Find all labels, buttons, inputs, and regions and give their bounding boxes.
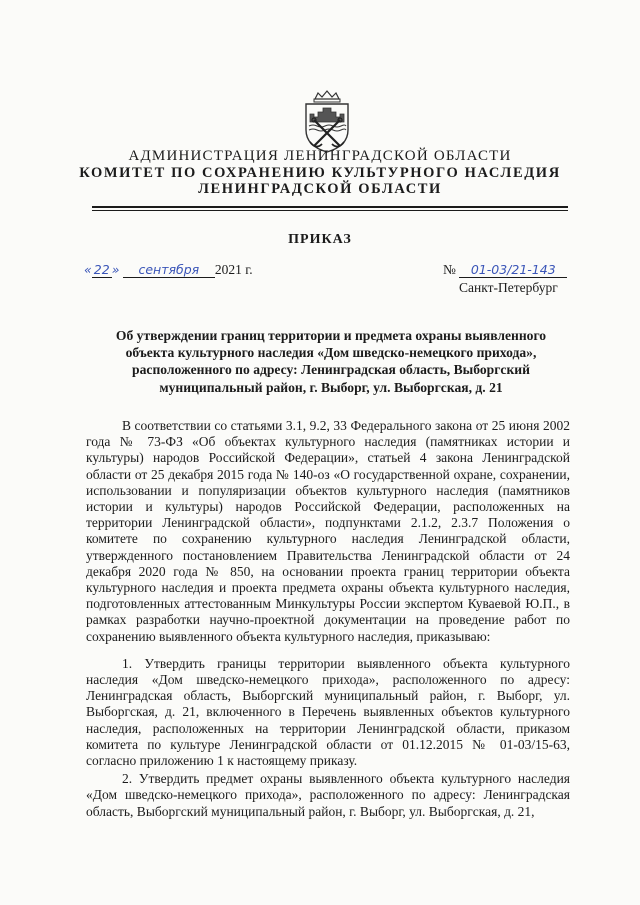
paragraph-preamble: В соответствии со статьями 3.1, 9.2, 33 Федерального закона от 25 июня 2002 года № 73-ФЗ «Об объектах культурного наследия (памятниках истории и культуры) народов Российской Федерации», статьей 4 закона Ленинградской области от 25 декабря 2015 года № 140-оз «О государственной охране, сохранении, использовании и популяризации объектов культурного наследия (памятников истории и культуры) народов Российской Федерации, расположенных на территории Ленинградской области», подпунктами 2.1.2, 2.3.7 Положения о комитете по сохранению культурного наследия Ленинградской области, утвержденного постановлением Правительства Ленинградской области от 24 декабря 2020 года № 850, на основании проекта границ территории объекта культурного наследия и проекта предмета охраны объекта культурного наследия, подготовленных аттестованным Минкультуры России экспертом Куваевой Ю.П., в рамках разработки научно-проектной документации на проведение работ по сохранению выявленного объекта культурного наследия, приказываю: — [86, 418, 570, 644]
number-value: 01-03/21-143 — [459, 262, 567, 278]
header-rule-thin — [92, 210, 568, 211]
document-type: ПРИКАЗ — [288, 232, 352, 247]
date-close-quote: » — [111, 262, 120, 277]
city: Санкт-Петербург — [459, 280, 558, 295]
date-day: 22 — [92, 262, 112, 278]
committee-heading: КОМИТЕТ ПО СОХРАНЕНИЮ КУЛЬТУРНОГО НАСЛЕДИЯ — [79, 165, 561, 181]
date-month: сентября — [123, 262, 215, 278]
order-title: Об утверждении границ территории и предмета охраны выявленного объекта культурного наследия «Дом шведско-немецкого прихода», расположенного по адресу: Ленинградская область, Выборгский муниципальный район, г. Выборг, ул. Выборгская, д. 21 — [115, 328, 547, 395]
administration-heading: АДМИНИСТРАЦИЯ ЛЕНИНГРАДСКОЙ ОБЛАСТИ — [128, 148, 512, 164]
paragraph-item-2: 2. Утвердить предмет охраны выявленного объекта культурного наследия «Дом шведско-немецкого прихода», расположенного по адресу: Ленинградская область, Выборгский муниципальный район, г. Выборг, ул. Выборгская, д. 21, — [86, 771, 570, 819]
date-open-quote: « — [84, 262, 92, 277]
region-heading: ЛЕНИНГРАДСКОЙ ОБЛАСТИ — [198, 181, 442, 197]
order-date — [84, 262, 253, 278]
date-year: 2021 г. — [214, 262, 253, 277]
order-body — [86, 418, 570, 820]
order-number — [443, 262, 567, 278]
coat-of-arms-icon — [298, 90, 356, 154]
header-rule-thick — [92, 206, 568, 208]
paragraph-item-1: 1. Утвердить границы территории выявленного объекта культурного наследия «Дом шведско-немецкого прихода», расположенного по адресу: Ленинградская область, Выборгский муниципальный район, г. Выборг, ул. Выборгская, д. 21, включенного в Перечень выявленных объектов культурного наследия, расположенных на территории Ленинградской области, приказом комитета по культуре Ленинградской области от 01.12.2015 № 01-03/15-63, согласно приложению 1 к настоящему приказу. — [86, 655, 570, 769]
number-prefix: № — [443, 262, 456, 277]
